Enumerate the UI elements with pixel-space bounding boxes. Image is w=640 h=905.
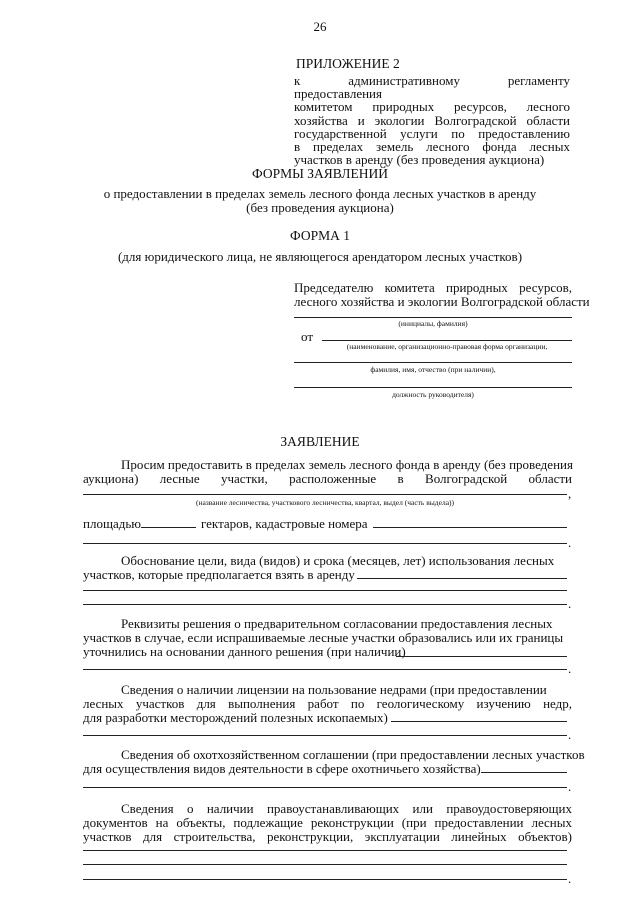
p6-line: Сведения о наличии правоустанавливающих или правоудостоверяющих	[121, 801, 572, 816]
line-comma: ,	[568, 486, 572, 501]
statement-title: ЗАЯВЛЕНИЕ	[280, 434, 360, 449]
appendix-line: к административному регламенту предоставления	[294, 73, 570, 102]
fio-caption: фамилия, имя, отчество (при наличии),	[370, 365, 496, 374]
appendix-line: участков в аренду (без проведения аукциона)	[294, 152, 545, 168]
page-number: 26	[313, 19, 327, 34]
forms-subtitle-2: (без проведения аукциона)	[246, 200, 394, 215]
p4-line: лесных участков для выполнения работ по геологическому изучению недр,	[83, 696, 572, 711]
appendix-line: государственной услуги по предоставлению	[294, 125, 570, 141]
appendix-line: в пределах земель лесного фонда лесных	[294, 139, 570, 155]
initials-field[interactable]	[294, 317, 572, 318]
p1-line: аукциона) лесные участки, расположенные в Волгоградской области	[83, 471, 572, 486]
license-field[interactable]	[391, 721, 567, 722]
line-period: .	[568, 596, 572, 611]
addressee-line: Председателю комитета природных ресурсов,	[294, 280, 572, 295]
appendix-text	[294, 74, 570, 166]
cadastral-field[interactable]	[373, 527, 567, 528]
p3-line: участков в случае, если испрашиваемые лесные участки образовались или их границы	[83, 630, 564, 645]
license-field-2[interactable]	[83, 735, 567, 736]
forestry-caption: (название лесничества, участкового лесничества, квартал, выдел (часть выдела))	[195, 498, 455, 507]
forms-title: ФОРМЫ ЗАЯВЛЕНИЙ	[252, 166, 388, 181]
purpose-field[interactable]	[357, 578, 567, 579]
purpose-field-3[interactable]	[83, 604, 567, 605]
p5-line: Сведения об охотхозяйственном соглашении (при предоставлении лесных участков	[121, 747, 585, 762]
forestry-location-field[interactable]	[83, 494, 567, 495]
p3-line: Реквизиты решения о предварительном согласовании предоставления лесных	[121, 616, 553, 631]
p2-line: участков, которые предполагается взять в аренду	[83, 567, 355, 582]
line-period: .	[568, 871, 572, 886]
appendix-line: комитетом природных ресурсов, лесного	[294, 99, 570, 115]
line-period: .	[568, 779, 572, 794]
p6-line: участков для строительства, реконструкции, эксплуатации линейных объектов)	[83, 829, 572, 844]
fio-field[interactable]	[294, 362, 572, 363]
purpose-field-2[interactable]	[83, 590, 567, 591]
organization-field[interactable]	[322, 340, 572, 341]
cadastral-label: гектаров, кадастровые номера	[201, 516, 368, 531]
organization-caption: (наименование, организационно-правовая форма организации,	[346, 342, 548, 351]
cadastral-field-2[interactable]	[83, 543, 567, 544]
position-field[interactable]	[294, 387, 572, 388]
addressee-line: лесного хозяйства и экологии Волгоградской области	[294, 294, 590, 309]
area-label: площадью	[83, 516, 141, 531]
hunting-field[interactable]	[481, 772, 567, 773]
line-period: .	[568, 661, 572, 676]
appendix-line: хозяйства и экологии Волгоградской области	[294, 112, 570, 128]
decision-field-2[interactable]	[83, 669, 567, 670]
line-period: .	[568, 535, 572, 550]
documents-field-3[interactable]	[83, 879, 567, 880]
appendix-title: ПРИЛОЖЕНИЕ 2	[296, 56, 400, 71]
from-label: от	[301, 329, 314, 344]
initials-caption: (инициалы, фамилия)	[398, 319, 468, 328]
p5-line: для осуществления видов деятельности в сфере охотничьего хозяйства)	[83, 761, 481, 776]
p1-line: Просим предоставить в пределах земель лесного фонда в аренду (без проведения	[121, 457, 573, 472]
p4-line: Сведения о наличии лицензии на пользование недрами (при предоставлении	[121, 682, 547, 697]
form-label: ФОРМА 1	[290, 228, 350, 243]
hunting-field-2[interactable]	[83, 787, 567, 788]
area-field[interactable]	[141, 527, 196, 528]
p3-line: уточнились на основании данного решения (при наличии)	[83, 644, 406, 659]
forms-subtitle: о предоставлении в пределах земель лесного фонда лесных участков в аренду	[103, 186, 537, 201]
position-caption: должность руководителя)	[392, 390, 474, 399]
documents-field[interactable]	[83, 850, 567, 851]
p6-line: документов на объекты, подлежащие реконструкции (при предоставлении лесных	[83, 815, 572, 830]
form-note: (для юридического лица, не являющегося арендатором лесных участков)	[117, 249, 523, 264]
documents-field-2[interactable]	[83, 864, 567, 865]
p4-line: для разработки месторождений полезных ископаемых)	[83, 710, 388, 725]
p2-line: Обоснование цели, вида (видов) и срока (месяцев, лет) использования лесных	[121, 553, 555, 568]
line-period: .	[568, 727, 572, 742]
decision-field[interactable]	[396, 656, 567, 657]
